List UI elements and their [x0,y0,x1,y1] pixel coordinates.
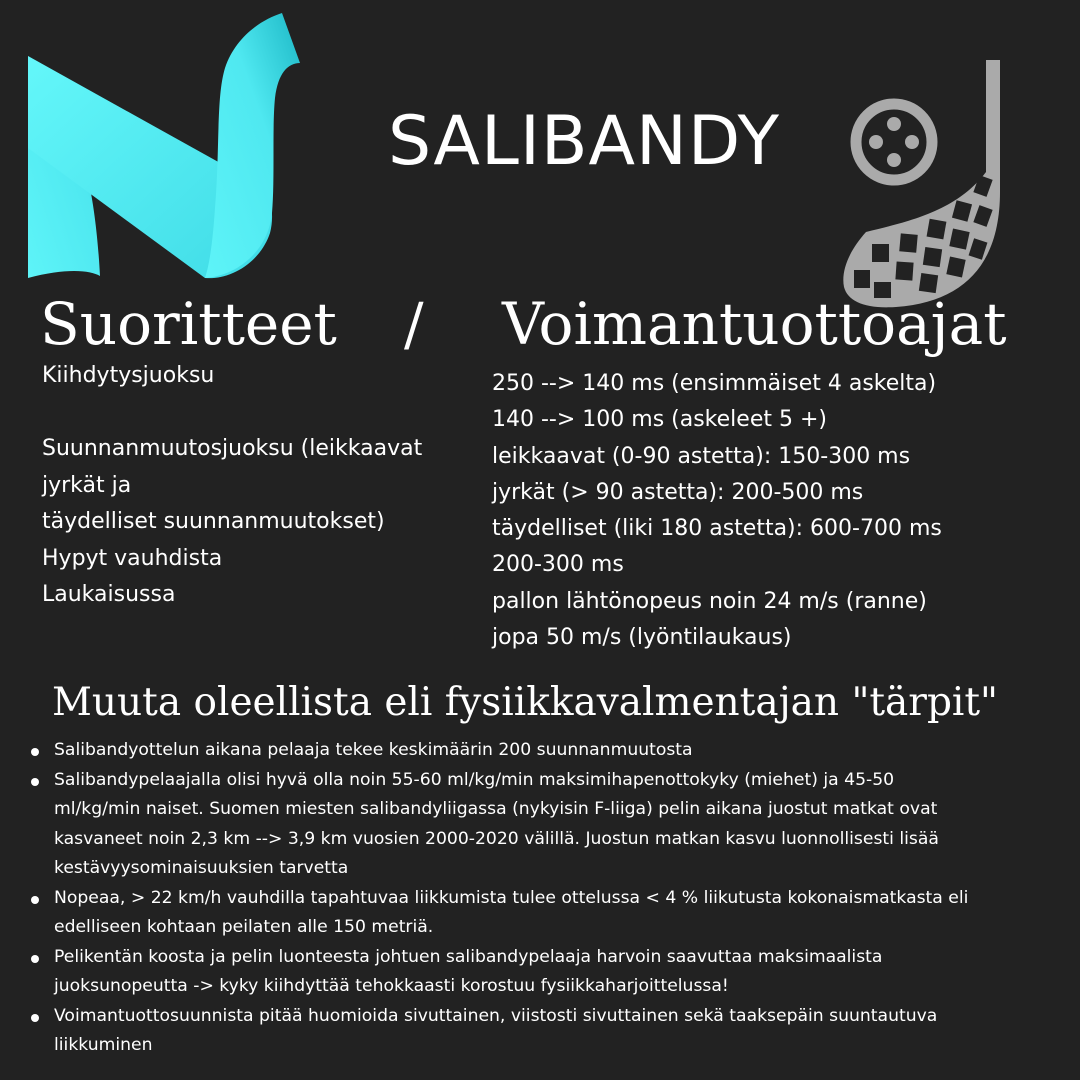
force-time-item: 200-300 ms [492,552,624,578]
list-item-line: Salibandypelaajalla olisi hyvä olla noin 55-60 ml/kg/min maksimihapenottokyky (miehet) ja 45-50 [54,769,895,790]
performances-list [42,358,462,614]
list-item-line: edelliseen kohtaan peilaten alle 150 metriä. [54,917,434,937]
performance-item: Kiihdytysjuoksu [42,363,215,388]
performance-item: Hypyt vauhdista [42,545,223,571]
force-time-item: 140 --> 100 ms (askeleet 5 +) [492,407,827,433]
list-item [28,736,1060,766]
performances-heading: Suoritteet [40,290,337,358]
list-item-line: juoksunopeutta -> kyky kiihdyttää tehokkaasti korostuu fysiikkaharjoittelussa! [54,976,729,996]
performance-item: täydelliset suunnanmuutokset) [42,509,385,534]
force-times-list [492,366,1072,656]
performance-item: Suunnanmuutosjuoksu (leikkaavat [42,436,423,461]
force-time-item: 250 --> 140 ms (ensimmäiset 4 askelta) [492,371,937,396]
n-letter-logo-icon [20,8,310,288]
performance-spacer [42,395,462,432]
force-times-heading: Voimantuottoajat [502,290,1007,358]
floorball-stick-and-ball-icon [836,52,1016,314]
other-heading: Muuta oleellista eli fysiikkavalmentajan "tärpit" [52,680,998,725]
force-time-item: täydelliset (liki 180 astetta): 600-700 ms [492,516,942,542]
list-item [28,1002,1060,1061]
force-time-item: jopa 50 m/s (lyöntilaukaus) [492,625,792,651]
list-item-line: Salibandyottelun aikana pelaaja tekee keskimäärin 200 suunnanmuutosta [54,740,693,760]
list-item-line: kasvaneet noin 2,3 km --> 3,9 km vuosien 2000-2020 välillä. Juostun matkan kasvu luonnollisesti lisää [54,828,939,849]
performance-item: Laukaisussa [42,582,176,607]
list-item [28,766,1060,884]
tips-list [28,736,1060,1061]
list-item-line: liikkuminen [54,1035,153,1055]
list-item-line: ml/kg/min naiset. Suomen miesten salibandyliigassa (nykyisin F-liiga) pelin aikana juostut matkat ovat [54,799,938,819]
list-item [28,943,1060,1002]
list-item-line: kestävyysominaisuuksien tarvetta [54,858,349,878]
list-item [28,884,1060,943]
list-item-line: Pelikentän koosta ja pelin luonteesta johtuen salibandypelaaja harvoin saavuttaa maksimaalista [54,946,883,967]
list-item-line: Voimantuottosuunnista pitää huomioida sivuttainen, viistosti sivuttainen sekä taaksepäin suuntautuva [54,1005,938,1026]
force-time-item: jyrkät (> 90 astetta): 200-500 ms [492,479,864,505]
page-title: SALIBANDY [388,102,781,181]
performance-item: jyrkät ja [42,472,132,498]
force-time-item: leikkaavat (0-90 astetta): 150-300 ms [492,443,911,469]
force-time-item: pallon lähtönopeus noin 24 m/s (ranne) [492,588,927,614]
heading-separator: / [404,290,424,358]
list-item-line: Nopeaa, > 22 km/h vauhdilla tapahtuvaa liikkumista tulee ottelussa < 4 % liikutusta kokonaismatkasta eli [54,887,969,908]
